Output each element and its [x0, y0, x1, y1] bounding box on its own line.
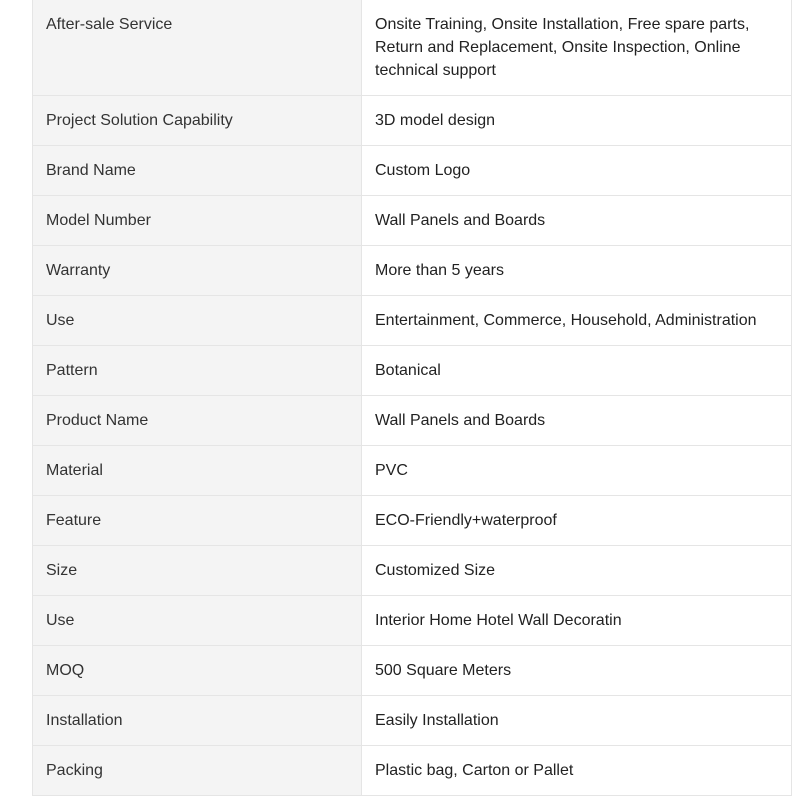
table-row [33, 696, 792, 746]
spec-label: Installation [33, 696, 362, 746]
product-spec-table [32, 0, 792, 796]
spec-label: Material [33, 446, 362, 496]
spec-label: Pattern [33, 346, 362, 396]
spec-value: Botanical [362, 346, 792, 396]
spec-value: Easily Installation [362, 696, 792, 746]
spec-value: Wall Panels and Boards [362, 196, 792, 246]
spec-label: Project Solution Capability [33, 96, 362, 146]
table-row [33, 596, 792, 646]
table-row [33, 746, 792, 796]
table-row [33, 446, 792, 496]
table-row [33, 396, 792, 446]
table-row [33, 246, 792, 296]
spec-label: Product Name [33, 396, 362, 446]
spec-value: Customized Size [362, 546, 792, 596]
spec-label: Brand Name [33, 146, 362, 196]
table-row [33, 646, 792, 696]
spec-value: Interior Home Hotel Wall Decoratin [362, 596, 792, 646]
product-spec-table-container [32, 0, 791, 796]
spec-value: More than 5 years [362, 246, 792, 296]
spec-label: Use [33, 296, 362, 346]
spec-label: Packing [33, 746, 362, 796]
spec-value: PVC [362, 446, 792, 496]
spec-value: Entertainment, Commerce, Household, Administration [362, 296, 792, 346]
spec-label: Use [33, 596, 362, 646]
table-row [33, 96, 792, 146]
spec-label: Size [33, 546, 362, 596]
spec-label: MOQ [33, 646, 362, 696]
spec-value: Wall Panels and Boards [362, 396, 792, 446]
spec-label: Feature [33, 496, 362, 546]
spec-value: Custom Logo [362, 146, 792, 196]
spec-value: Onsite Training, Onsite Installation, Free spare parts, Return and Replacement, Onsite Inspection, Online technical support [362, 0, 792, 96]
table-row [33, 146, 792, 196]
spec-table-body [33, 0, 792, 796]
spec-value: Plastic bag, Carton or Pallet [362, 746, 792, 796]
table-row [33, 496, 792, 546]
spec-value: 3D model design [362, 96, 792, 146]
spec-label: After-sale Service [33, 0, 362, 96]
spec-value: 500 Square Meters [362, 646, 792, 696]
spec-label: Warranty [33, 246, 362, 296]
table-row [33, 346, 792, 396]
table-row [33, 546, 792, 596]
spec-value: ECO-Friendly+waterproof [362, 496, 792, 546]
table-row [33, 296, 792, 346]
spec-label: Model Number [33, 196, 362, 246]
table-row [33, 196, 792, 246]
table-row [33, 0, 792, 96]
